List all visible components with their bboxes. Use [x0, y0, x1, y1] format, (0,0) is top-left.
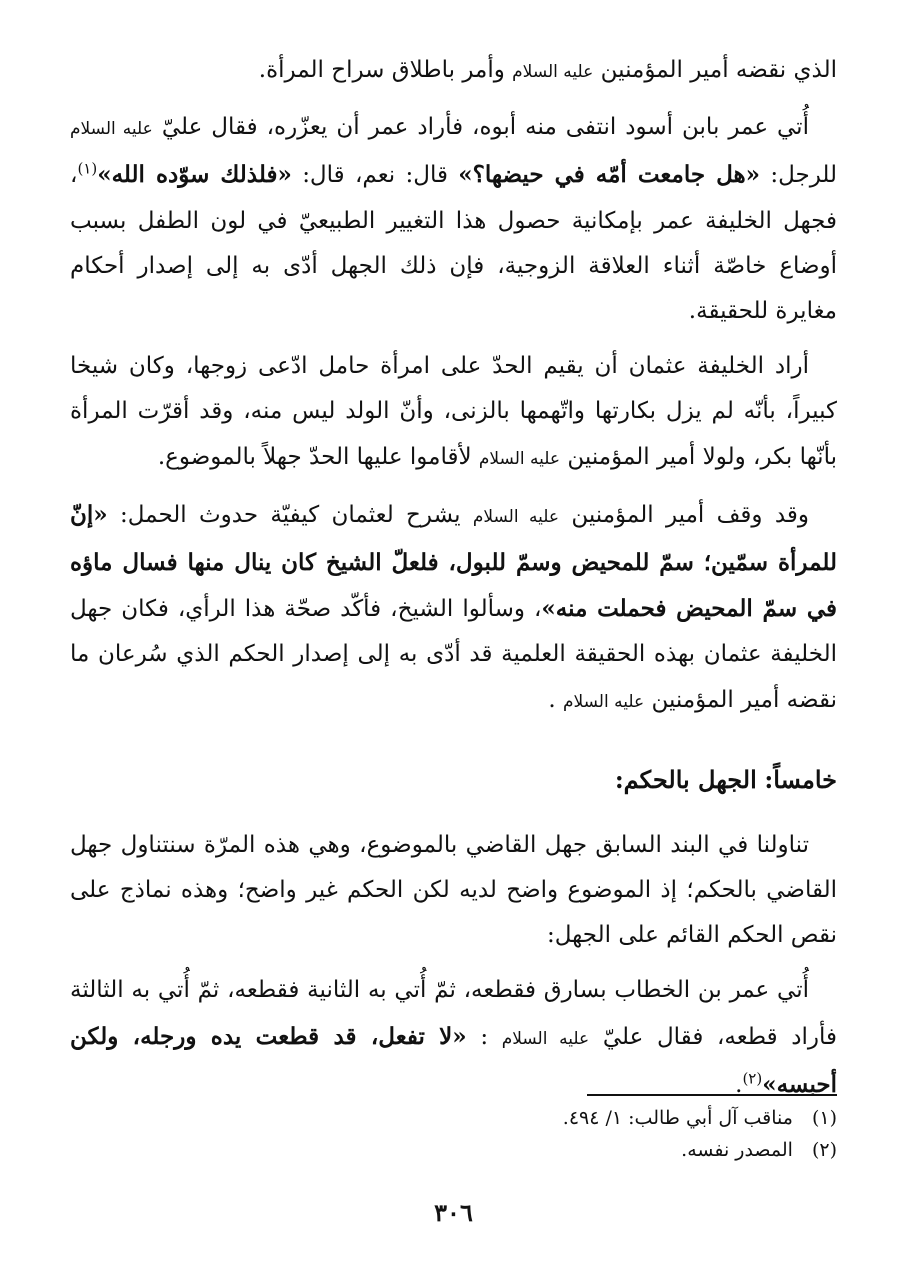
p1-text-b: للرجل:: [770, 162, 838, 189]
footnote-text: مناقب آل أبي طالب: ١/ ٤٩٤.: [562, 1107, 793, 1129]
honorific-glyph: عليه السلام: [70, 119, 153, 140]
paragraph-4: [70, 823, 837, 959]
footnote-2: [70, 1134, 837, 1166]
section-number: خامساً:: [764, 764, 837, 794]
p3-text-a: وقد وقف أمير المؤمنين: [571, 501, 810, 528]
p5-text-c: .: [735, 1071, 743, 1098]
p0-text-b: وأمر باطلاق سراح المرأة.: [258, 57, 505, 83]
p1-text-a: أُتي عمر بابن أسود انتفى منه أبوه، فأراد عمر أن يعزّره، فقال عليّ: [161, 114, 809, 141]
page-number: ٣٠٦: [434, 1198, 473, 1227]
paragraph-5: [70, 968, 837, 1108]
section-heading: [70, 757, 837, 803]
p2-text-a: أراد الخليفة عثمان أن يقيم الحدّ على امرأة حامل ادّعى زوجها، وكان شيخا كبيراً، بأنّه لم يزل بكارتها واتّهمها بالزنى، وأنّ الولد ليس منه، وقد أقرّت المرأة بأنّها بكر، ولولا أمير المؤمنين: [70, 353, 837, 470]
p3-text-d: .: [548, 686, 556, 713]
p3-quote: «إنّ للمرأة سمّين؛ سمّ للمحيض وسمّ للبول، فلعلّ الشيخ كان ينال منها فسال ماؤه في سمّ المحيض فحملت منه»: [70, 500, 837, 623]
p5-text-b: :: [480, 1023, 489, 1050]
footnote-ref-1[interactable]: (١): [77, 159, 98, 178]
footnotes: [70, 1094, 837, 1166]
honorific-glyph: عليه السلام: [478, 448, 561, 469]
paragraph-0: [70, 48, 837, 95]
footnote-separator: [587, 1094, 837, 1096]
honorific-glyph: عليه السلام: [512, 62, 594, 82]
p0-text-a: الذي نقضه أمير المؤمنين: [600, 57, 837, 83]
p4-text-a: تناولنا في البند السابق جهل القاضي بالموضوع، وهي هذه المرّة سنتناول جهل القاضي بالحكم؛ إذ الموضوع واضح لديه لكن الحكم غير واضح؛ وهذه نماذج على نقص الحكم القائم على الجهل:: [70, 831, 837, 949]
footnote-1: [70, 1102, 837, 1134]
p5-quote: «لا تفعل، قد قطعت يده ورجله، ولكن أحبسه»: [70, 1022, 837, 1098]
section-title: الجهل بالحكم:: [614, 764, 757, 794]
p1-quote-1: «هل جامعت أمّه في حيضها؟»: [458, 161, 760, 189]
p3-text-b: يشرح لعثمان كيفيّة حدوث الحمل:: [119, 501, 461, 528]
footnote-text: المصدر نفسه.: [681, 1139, 793, 1161]
p1-text-c: قال: نعم، قال:: [302, 162, 448, 189]
footnote-number: (٢): [811, 1139, 837, 1161]
footnote-ref-2[interactable]: (٢): [742, 1069, 763, 1088]
p1-quote-2: «فلذلك سوّده الله»: [97, 161, 292, 189]
paragraph-1: [70, 105, 837, 334]
paragraph-2: [70, 344, 837, 482]
page-body: [70, 48, 837, 1108]
honorific-glyph: عليه السلام: [501, 1028, 590, 1049]
p5-text-a: أُتي عمر بن الخطاب بسارق فقطعه، ثمّ أُتي به الثانية فقطعه، ثمّ أُتي به الثالثة فأراد قطعه، فقال عليّ: [70, 977, 838, 1050]
honorific-glyph: عليه السلام: [472, 506, 560, 527]
p1-text-d: ، فجهل الخليفة عمر بإمكانية حصول هذا التغيير الطبيعيّ في لون الطفل بسبب أوضاع خاصّة أثناء العلاقة الزوجية، فإن ذلك الجهل أدّى به إلى إصدار أحكام مغايرة للحقيقة.: [70, 162, 837, 325]
p2-text-b: لأقاموا عليها الحدّ جهلاً بالموضوع.: [157, 443, 472, 470]
paragraph-3: [70, 492, 837, 725]
p3-text-c: ، وسألوا الشيخ، فأكّد صحّة هذا الرأي، فكان جهل الخليفة عثمان بهذه الحقيقة العلمية قد أدّى به إلى إصدار الحكم الذي سُرعان ما نقضه أمير المؤمنين: [70, 596, 837, 713]
honorific-glyph: عليه السلام: [562, 691, 645, 712]
footnote-number: (١): [811, 1107, 837, 1129]
